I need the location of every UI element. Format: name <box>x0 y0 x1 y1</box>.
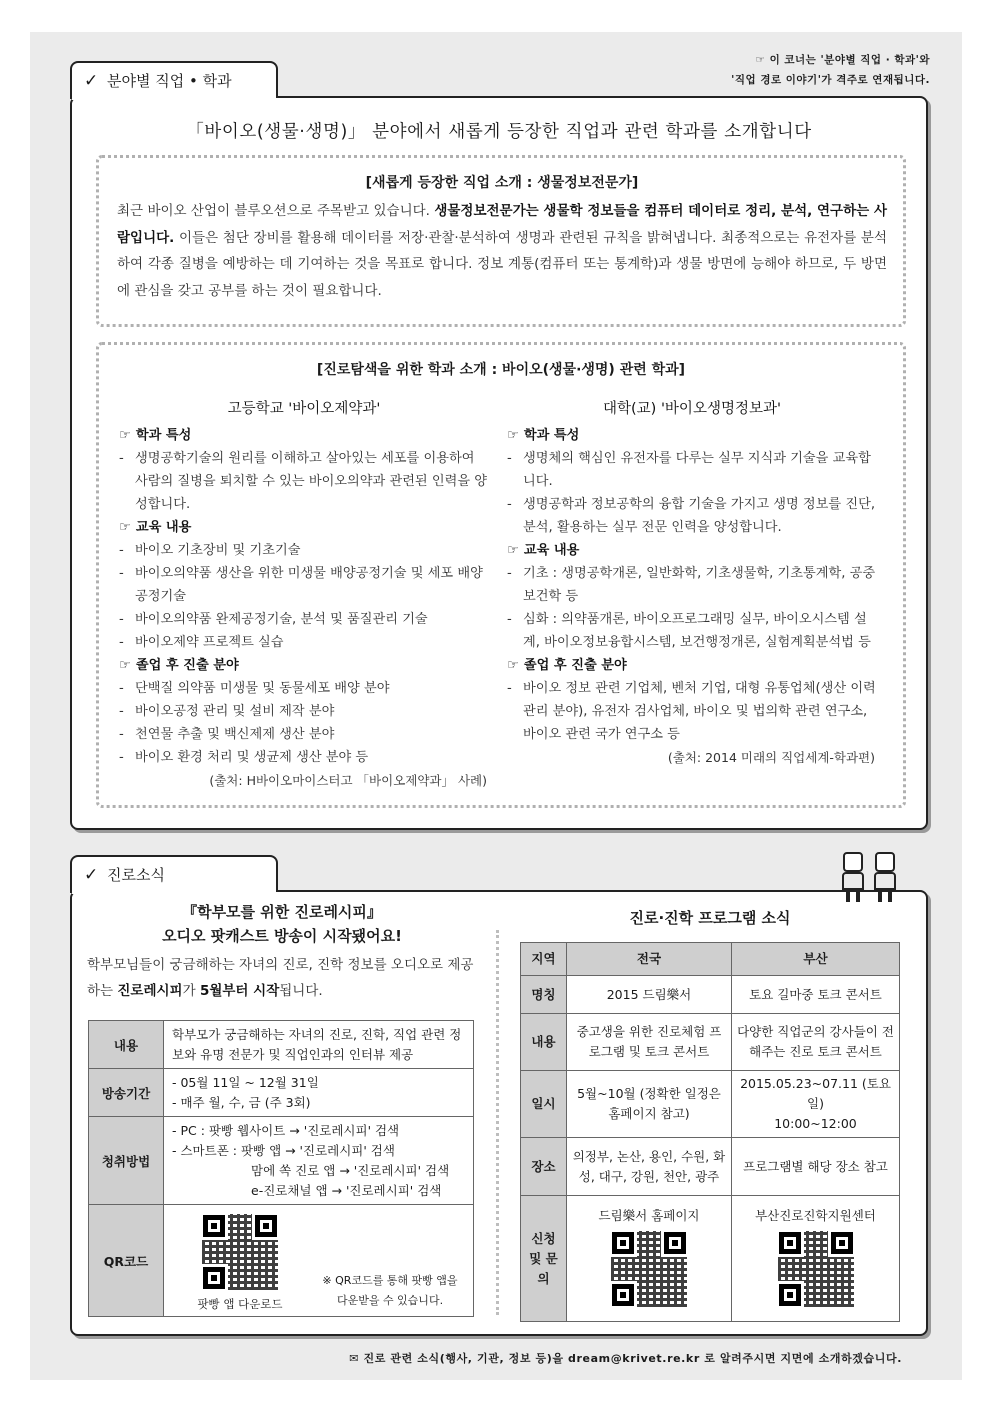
source-note: (출처: H바이오마이스터고 「바이오제약과」 사례) <box>209 773 487 788</box>
list-item: - 바이오 정보 관련 기업체, 벤처 기업, 대형 유통업체(생산 이력 관리 분야), 유전자 검사업체, 바이오 및 법의학 관련 연구소, 바이오 관련 국가 연구소 등 <box>507 677 877 746</box>
highschool-title: 고등학교 '바이오제약과' <box>227 401 381 417</box>
desc-c: 됩니다. <box>279 983 323 999</box>
list-item: - 천연물 추출 및 백신제제 생산 분야 <box>119 723 489 746</box>
college-column <box>507 397 877 769</box>
tab-label: 분야별 직업 • 학과 <box>107 72 232 90</box>
table-cell <box>732 1071 900 1138</box>
column-header: 전국 <box>567 943 732 976</box>
pointing-hand-icon: ☞ <box>507 658 519 673</box>
podcast-desc <box>87 952 477 1004</box>
method-line: 맘에 쏙 진로 앱 → '진로레시피' 검색 <box>251 1162 450 1178</box>
method-line: - 스마트폰 : 팟빵 앱 → '진로레시피' 검색 <box>172 1142 395 1158</box>
series-note <box>731 50 930 90</box>
list-item: - 바이오공정 관리 및 설비 제작 분야 <box>119 700 489 723</box>
pointing-hand-icon: ☞ <box>507 428 519 443</box>
desc-b: 가 <box>182 983 200 999</box>
col-sec2-heading <box>507 539 877 562</box>
table-cell: 5월~10월 (정확한 일정은 홈페이지 참고) <box>567 1071 732 1138</box>
podcast-title1: 『학부모를 위한 진로레시피』 <box>182 903 382 921</box>
hs-sec3-heading <box>119 654 489 677</box>
podcast-title2: 오디오 팟캐스트 방송이 시작됐어요! <box>162 927 402 945</box>
series-note-line2: '직업 경로 이야기'가 격주로 연재됩니다. <box>731 74 930 86</box>
list-item: - 바이오 기초장비 및 기초기술 <box>119 539 489 562</box>
dept-intro-title: [진로탐색을 위한 학과 소개 : 바이오(생물·생명) 관련 학과] <box>316 362 686 378</box>
program-table <box>520 942 900 1322</box>
job-intro-box <box>96 155 906 327</box>
qr-caption: 팟빵 앱 다운로드 <box>197 1297 283 1311</box>
table-cell <box>164 1069 474 1117</box>
list-item: - 바이오의약품 완제공정기술, 분석 및 품질관리 기술 <box>119 608 489 631</box>
row-header: 일시 <box>521 1071 567 1138</box>
table-row <box>89 1205 474 1317</box>
podcast-table <box>88 1020 474 1317</box>
date-line: 10:00~12:00 <box>774 1116 857 1131</box>
desc-bold2: 5월부터 시작 <box>199 983 280 999</box>
list-item: - 생명공학기술의 원리를 이해하고 살아있는 세포를 이용하여 사람의 질병을 퇴치할 수 있는 바이오의약과 관련된 인력을 양성합니다. <box>119 447 489 516</box>
qr-block <box>190 1213 290 1312</box>
qr-note <box>310 1271 470 1311</box>
person-icon <box>840 852 866 902</box>
table-cell <box>164 1205 474 1317</box>
list-item: - 기초 : 생명공학개론, 일반화학, 기초생물학, 기초통계학, 공중보건학 등 <box>507 562 877 608</box>
table-cell: 의정부, 논산, 용인, 수원, 화성, 대구, 강원, 천안, 광주 <box>567 1138 732 1196</box>
pointing-hand-icon: ☞ <box>507 543 519 558</box>
table-cell <box>732 1196 900 1322</box>
row-header: 명칭 <box>521 976 567 1014</box>
section-headline: 「바이오(생물·생명)」 분야에서 새롭게 등장한 직업과 관련 학과를 소개합니다 <box>186 122 812 142</box>
people-icon <box>838 852 900 902</box>
date-line: 2015.05.23~07.11 (토요일) <box>740 1076 891 1111</box>
desc-bold1: 진로레시피 <box>117 983 183 999</box>
qr-note-line: ※ QR코드를 통해 팟빵 앱을 <box>322 1274 458 1287</box>
table-row <box>89 1117 474 1205</box>
pointing-hand-icon: ☞ <box>119 428 131 443</box>
apply-label: 부산진로진학지원센터 <box>755 1208 876 1223</box>
table-cell: 다양한 직업군의 강사들이 전해주는 진로 토크 콘서트 <box>732 1014 900 1071</box>
method-line: e-진로채널 앱 → '진로레시피' 검색 <box>251 1182 442 1198</box>
pointing-hand-icon: ☞ <box>119 658 131 673</box>
list-item: - 바이오제약 프로젝트 실습 <box>119 631 489 654</box>
job-intro-title: [새롭게 등장한 직업 소개 : 생물정보전문가] <box>365 175 639 191</box>
col-sec1-heading <box>507 424 877 447</box>
source-note: (출처: 2014 미래의 직업세계-학과편) <box>667 750 875 765</box>
table-row <box>89 1069 474 1117</box>
highschool-column <box>119 397 489 792</box>
podbbang-qr-code[interactable] <box>201 1213 279 1291</box>
col-sec2-label: 교육 내용 <box>523 543 580 558</box>
list-item: - 단백질 의약품 미생물 및 동물세포 배양 분야 <box>119 677 489 700</box>
table-row <box>521 1138 900 1196</box>
hs-sec1-label: 학과 특성 <box>135 428 192 443</box>
method-line: - PC : 팟빵 웹사이트 → '진로레시피' 검색 <box>172 1122 400 1138</box>
intro-text-a: 최근 바이오 산업이 블루오션으로 주목받고 있습니다. <box>117 203 435 219</box>
qr-note-line: 다운받을 수 있습니다. <box>336 1294 444 1307</box>
table-cell: 중고생을 위한 진로체험 프로그램 및 토크 콘서트 <box>567 1014 732 1071</box>
table-row <box>521 976 900 1014</box>
hs-sec1-heading <box>119 424 489 447</box>
job-dept-panel <box>70 96 928 830</box>
table-row <box>521 1196 900 1322</box>
list-item: - 심화 : 의약품개론, 바이오프로그래밍 실무, 바이오시스템 설계, 바이오정보융합시스템, 보건행정개론, 실험계획분석법 등 <box>507 608 877 654</box>
list-item: - 생명체의 핵심인 유전자를 다루는 실무 지식과 기술을 교육합니다. <box>507 447 877 493</box>
period-line: - 05월 11일 ~ 12월 31일 <box>172 1074 319 1090</box>
row-header: 지역 <box>521 943 567 976</box>
col-sec3-heading <box>507 654 877 677</box>
person-icon <box>872 852 898 902</box>
intro-text-b: 이들은 첨단 장비를 활용해 데이터를 저장·관찰·분석하여 생명과 관련된 규칙을 밝혀냅니다. 최종적으로는 유전자를 분석하여 각종 질병을 예방하는 데 기여하는 것을 목표로 합니다. 정보 계통(컴퓨터 또는 통계학)과 생물 방면에 능해야 하므로, 두 방면에 관심을 갖고 공부를 하는 것이 필요합니다. <box>117 229 887 299</box>
busan-center-qr-code[interactable] <box>777 1230 855 1308</box>
dreamseo-qr-code[interactable] <box>610 1230 688 1308</box>
check-icon: ✓ <box>84 71 99 91</box>
series-note-line1: ☞ 이 코너는 '분야별 직업 · 학과'와 <box>755 54 930 66</box>
apply-label: 드림樂서 홈페이지 <box>598 1208 700 1223</box>
column-header: 부산 <box>732 943 900 976</box>
row-header: 청취방법 <box>89 1117 164 1205</box>
desc-a: 학부모님들이 궁금해하는 자녀의 진로, 진학 정보를 오디오로 제공하는 <box>87 957 474 999</box>
table-row <box>521 1071 900 1138</box>
job-intro-text <box>117 198 887 304</box>
column-divider <box>496 930 499 1315</box>
tab-join <box>72 888 276 894</box>
check-icon: ✓ <box>84 865 99 885</box>
table-cell: 프로그램별 해당 장소 참고 <box>732 1138 900 1196</box>
tab-label: 진로소식 <box>107 866 165 884</box>
list-item: - 바이오의약품 생산을 위한 미생물 배양공정기술 및 세포 배양공정기술 <box>119 562 489 608</box>
hs-sec2-label: 교육 내용 <box>135 520 192 535</box>
col-sec3-label: 졸업 후 진출 분야 <box>523 658 627 673</box>
row-header: 방송기간 <box>89 1069 164 1117</box>
table-cell: 토요 길마중 토크 콘서트 <box>732 976 900 1014</box>
row-header: 내용 <box>89 1021 164 1069</box>
hs-sec2-heading <box>119 516 489 539</box>
table-cell <box>567 1196 732 1322</box>
row-header: 내용 <box>521 1014 567 1071</box>
intro-text-bold: 생물정보전문가는 생물학 정보들을 컴퓨터 데이터로 정리, 분석, 연구하는 사람입니다. <box>117 203 887 246</box>
list-item: - 바이오 환경 처리 및 생균제 생산 분야 등 <box>119 746 489 769</box>
row-header: 장소 <box>521 1138 567 1196</box>
table-cell: 2015 드림樂서 <box>567 976 732 1014</box>
hs-sec3-label: 졸업 후 진출 분야 <box>135 658 239 673</box>
pointing-hand-icon: ☞ <box>119 520 131 535</box>
table-row <box>521 943 900 976</box>
period-line: - 매주 월, 수, 금 (주 3회) <box>172 1094 311 1110</box>
table-cell: 학부모가 궁금해하는 자녀의 진로, 진학, 직업 관련 정보와 유명 전문가 및 직업인과의 인터뷰 제공 <box>164 1021 474 1069</box>
tab-join <box>72 94 276 100</box>
table-cell <box>164 1117 474 1205</box>
college-title: 대학(교) '바이오생명정보과' <box>603 401 781 417</box>
dept-intro-box <box>96 342 906 808</box>
podcast-news <box>87 900 477 1004</box>
footer-note: ✉ 진로 관련 소식(행사, 기관, 정보 등)을 dream@krivet.re.kr 로 알려주시면 지면에 소개하겠습니다. <box>349 1352 902 1365</box>
table-row <box>89 1021 474 1069</box>
row-header: 신청 및 문의 <box>521 1196 567 1322</box>
table-row <box>521 1014 900 1071</box>
program-news-title: 진로·진학 프로그램 소식 <box>629 909 791 927</box>
list-item: - 생명공학과 정보공학의 융합 기술을 가지고 생명 정보를 진단, 분석, 활용하는 실무 전문 인력을 양성합니다. <box>507 493 877 539</box>
col-sec1-label: 학과 특성 <box>523 428 580 443</box>
row-header: QR코드 <box>89 1205 164 1317</box>
